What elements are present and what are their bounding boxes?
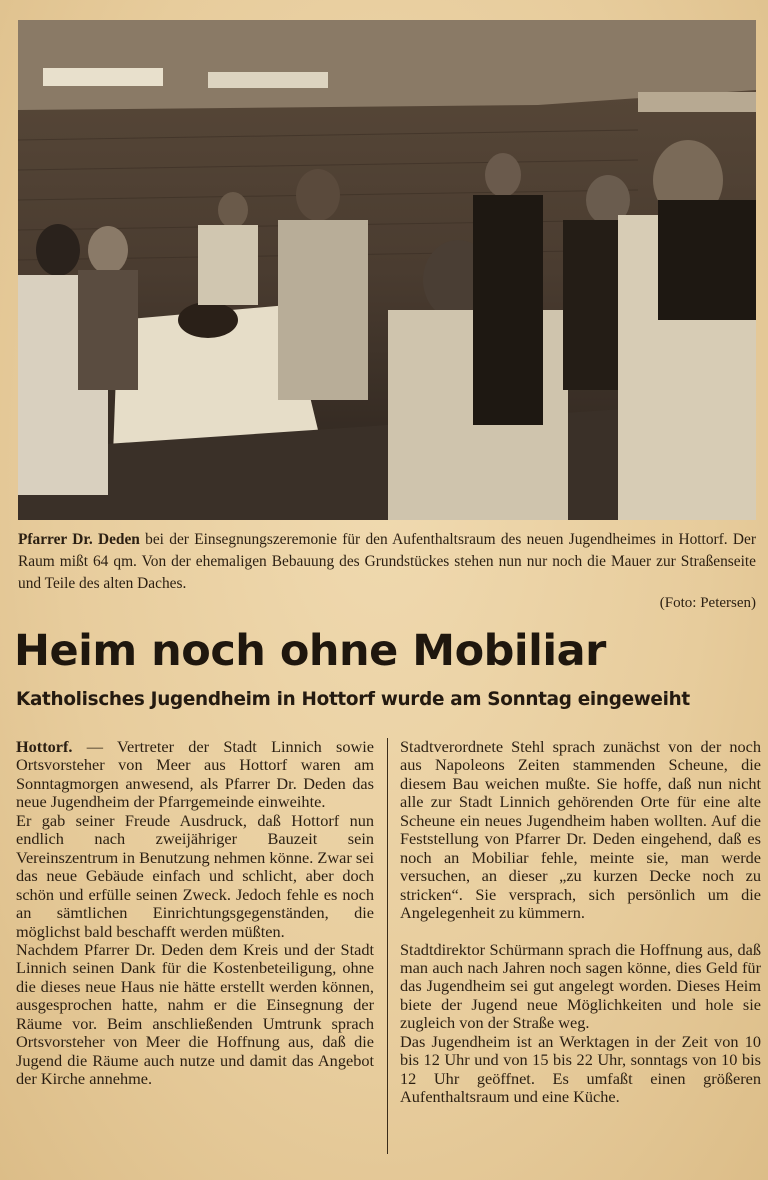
- caption-text: bei der Einsegnungszeremonie für den Aufenthaltsraum des neuen Jugendheimes in Hottorf. Der Raum mißt 64 qm. Von der ehemaligen Bebauung des Grundstückes stehen nun nur noch die Mauer zur Straßenseite und Teile des alten Daches.: [18, 531, 756, 592]
- caption-name: Pfarrer Dr. Deden: [18, 531, 140, 548]
- news-photo: [18, 20, 756, 520]
- dateline: Hottorf.: [16, 737, 73, 756]
- photo-credit: (Foto: Petersen): [659, 595, 756, 611]
- paragraph-text: — Vertreter der Stadt Linnich sowie Ortsvorsteher von Meer aus Hottorf waren am Sonntagmorgen anwesend, als Pfarrer Dr. Deden das neue Jugendheim der Pfarrgemeinde einweihte.: [16, 737, 374, 812]
- paragraph: [16, 738, 374, 812]
- article-column-left: [16, 738, 374, 1089]
- photo-caption: [18, 529, 756, 595]
- article-column-right: [400, 738, 761, 1107]
- church-blessing-photo-icon: [18, 20, 756, 520]
- paragraph: Stadtverordnete Stehl sprach zunächst von der noch aus Napoleons Zeiten stammenden Scheune, die diesem Bau weichen mußte. Sie hoffe, daß nun nicht alle zur Stadt Linnich gehörenden Orte für eine alte Scheune ein neues Jugendheim haben wollten. Auf die Feststellung von Pfarrer Dr. Deden eingehend, daß es noch an Mobiliar fehle, meinte sie, man werde versuchen, an dieser „zu kurzen Decke noch zu stricken“. Sie versprach, sich persönlich um die Angelegenheit zu kümmern.: [400, 737, 761, 923]
- column-divider: [387, 738, 388, 1154]
- paragraph: Stadtdirektor Schürmann sprach die Hoffnung aus, daß man auch nach Jahren noch sagen könne, dies Geld für das Jugendheim sei gut angelegt worden. Dieses Heim biete der Jugend neue Möglichkeiten und hole sie zugleich von der Straße weg.: [400, 939, 761, 1033]
- paragraph: Er gab seiner Freude Ausdruck, daß Hottorf nun endlich nach zweijähriger Bauzeit sein Vereinszentrum in Benutzung nehmen könne. Zwar sei das neue Gebäude einfach und schlicht, aber doch schön und erfülle seinen Zweck. Jedoch fehle es noch an sämtlichen Einrichtungsgegenständen, die möglichst bald beschafft werden müßten.: [16, 810, 374, 941]
- paragraph: Nachdem Pfarrer Dr. Deden dem Kreis und der Stadt Linnich seinen Dank für die Kostenbeteiligung, ohne die dieses neue Haus nie hätte erstellt werden können, ausgesprochen hatte, nahm er die Einsegnung der Räume vor. Beim anschließenden Umtrunk sprach Ortsvorsteher von Meer die Hoffnung aus, daß die Jugend die Räume auch nutze und damit das Angebot der Kirche annehme.: [16, 939, 374, 1089]
- subheadline: Katholisches Jugendheim in Hottorf wurde am Sonntag eingeweiht: [16, 689, 690, 710]
- paragraph: Das Jugendheim ist an Werktagen in der Zeit von 10 bis 12 Uhr und von 15 bis 22 Uhr, sonntags von 10 bis 12 Uhr geöffnet. Es umfaßt einen größeren Aufenthaltsraum und eine Küche.: [400, 1031, 761, 1107]
- headline: Heim noch ohne Mobiliar: [14, 626, 606, 676]
